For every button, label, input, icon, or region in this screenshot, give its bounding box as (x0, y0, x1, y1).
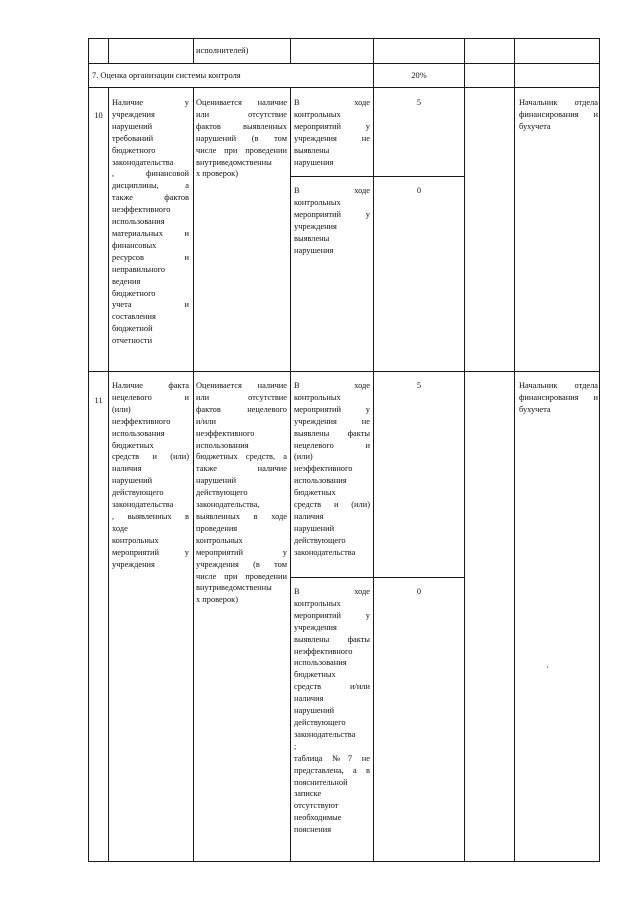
text-line: использования (294, 476, 347, 486)
text-line: учреждения (294, 221, 337, 231)
text-line: отсутствуют (294, 801, 339, 811)
rule (464, 63, 465, 87)
text-line: учреждения (в том (196, 559, 287, 569)
text-line: финансирования и (519, 392, 598, 402)
indicator-text (112, 380, 189, 571)
text-line: или отсутствие (196, 109, 287, 119)
text-line: нарушений (112, 121, 153, 131)
text-line: фактов выявленных (196, 121, 287, 131)
top-row-text: исполнителей) (196, 46, 249, 55)
text-line: учреждения (112, 109, 155, 119)
text-line: учета и (112, 300, 189, 310)
text-line: пояснительной (294, 777, 348, 787)
text-line: ходе (112, 523, 128, 533)
text-line: В ходе (294, 587, 370, 596)
row-number: 11 (94, 396, 103, 405)
text-line: проведения (196, 523, 238, 533)
text-line: использования (112, 428, 165, 438)
text-line: внутриведомственны (196, 583, 272, 593)
text-line: нарушений (294, 706, 335, 716)
indicator-text (112, 97, 189, 347)
text-line: составления (112, 312, 156, 322)
text-line: выявлены факты (294, 428, 370, 438)
text-line: бюджетной (112, 324, 153, 334)
text-line: требований (112, 133, 154, 143)
text-line: наличия (294, 694, 324, 704)
text-line: неэффективного (112, 205, 171, 215)
text-line: учреждения не (294, 416, 370, 426)
text-line: нарушений (в том (196, 133, 287, 143)
text-line: нарушения (294, 245, 334, 255)
responsible-text (519, 380, 598, 416)
text-line: законодательства (294, 729, 356, 739)
text-line: нарушений (196, 476, 237, 486)
text-line: учреждения (112, 559, 155, 569)
text-line: Начальник отдела (519, 381, 598, 390)
text-line: законодательства (112, 500, 174, 510)
text-line: внутриведомственны (196, 157, 272, 167)
text-line: нарушений (294, 523, 335, 533)
text-line: неэффективного (196, 428, 255, 438)
text-line: наличия (112, 464, 142, 474)
text-line: , финансовой (112, 169, 189, 179)
text-line: таблица №7 не (294, 753, 370, 763)
rule (88, 371, 600, 372)
text-line: использования (196, 440, 249, 450)
criterion-text (294, 380, 370, 559)
scan-speck (547, 666, 548, 668)
text-line: Оценивается наличие (196, 381, 287, 390)
text-line: нарушения (294, 157, 334, 167)
text-line: нарушений (112, 476, 153, 486)
text-line: также фактов (112, 193, 189, 203)
text-line: законодательства (112, 157, 174, 167)
text-line: представлена, а в (294, 765, 370, 775)
text-line: (или) (112, 404, 131, 414)
text-line: мероприятий у (112, 547, 189, 557)
text-line: также наличие (196, 464, 287, 474)
text-line: контрольных (196, 535, 243, 545)
text-line: учреждения не (294, 133, 370, 143)
criterion-score: 0 (416, 587, 422, 596)
rule (464, 87, 465, 862)
text-line: законодательства (294, 547, 356, 557)
text-line: средств и/или (294, 682, 370, 692)
rule (88, 63, 600, 64)
text-line: Наличие факта (112, 381, 189, 390)
rule (108, 38, 109, 63)
text-line: бюджетных (294, 670, 336, 680)
text-line: В ходе (294, 98, 370, 107)
text-line: использования (294, 658, 347, 668)
row-number: 10 (94, 111, 103, 120)
text-line: неэффективного (112, 416, 171, 426)
text-line: мероприятий у (294, 121, 370, 131)
text-line: мероприятий у (294, 209, 370, 219)
text-line: бюджетных средств, а (196, 452, 287, 462)
rule (88, 38, 89, 862)
text-line: наличия (294, 511, 324, 521)
evaluation-text (196, 97, 287, 180)
text-line: записке (294, 789, 322, 799)
text-line: нецелевого и (294, 440, 370, 450)
text-line: отчетности (112, 336, 153, 346)
text-line: фактов нецелевого (196, 404, 287, 414)
text-line: выявлены факты (294, 634, 370, 644)
criterion-score: 5 (416, 381, 422, 390)
text-line: и/или (196, 416, 216, 426)
text-line: законодательства, (196, 500, 260, 510)
rule (599, 38, 600, 862)
text-line: выявленных в ходе (196, 511, 287, 521)
text-line: (или) (294, 452, 313, 462)
text-line: неправильного (112, 264, 166, 274)
text-line: нецелевого и (112, 392, 189, 402)
text-line: числе при проведении (196, 571, 287, 581)
rule (514, 87, 515, 862)
evaluation-text (196, 380, 287, 606)
text-line: х проверок) (196, 595, 238, 605)
text-line: финансирования и (519, 109, 598, 119)
text-line: необходимые (294, 813, 342, 823)
text-line: неэффективного (294, 646, 353, 656)
rule (88, 38, 600, 39)
rule (193, 38, 194, 63)
rule (290, 38, 291, 63)
text-line: материальных и (112, 228, 189, 238)
text-line: ; (294, 741, 297, 751)
text-line: дисциплины, а (112, 181, 189, 191)
text-line: Наличие у (112, 98, 189, 107)
rule (290, 577, 464, 578)
rule (193, 87, 194, 862)
text-line: средств и (или) (112, 452, 189, 462)
text-line: неэффективного (294, 464, 353, 474)
criterion-text (294, 97, 370, 168)
text-line: действующего (112, 488, 164, 498)
rule (514, 38, 515, 63)
rule (290, 176, 464, 177)
text-line: ведения (112, 276, 141, 286)
text-line: мероприятий у (196, 547, 287, 557)
rule (290, 87, 291, 862)
rule (88, 87, 600, 88)
text-line: контрольных (294, 109, 341, 119)
section-weight: 20% (411, 71, 427, 80)
text-line: , выявленных в (112, 511, 189, 521)
text-line: Начальник отдела (519, 98, 598, 107)
text-line: выявлены (294, 145, 330, 155)
text-line: бюджетных (294, 488, 336, 498)
rule (514, 63, 515, 87)
text-line: В ходе (294, 186, 370, 195)
text-line: В ходе (294, 381, 370, 390)
responsible-text (519, 97, 598, 133)
rule (373, 38, 374, 63)
text-line: действующего (294, 535, 346, 545)
text-line: выявлены (294, 233, 330, 243)
rule (464, 38, 465, 63)
text-line: мероприятий у (294, 610, 370, 620)
text-line: использования (112, 217, 165, 227)
text-line: действующего (294, 717, 346, 727)
text-line: контрольных (294, 197, 341, 207)
text-line: числе при проведении (196, 145, 287, 155)
rule (108, 87, 109, 862)
text-line: Оценивается наличие (196, 98, 287, 107)
text-line: финансовых (112, 240, 157, 250)
text-line: бухучета (519, 121, 551, 131)
text-line: ресурсов и (112, 252, 189, 262)
text-line: мероприятий у (294, 404, 370, 414)
text-line: контрольных (112, 535, 159, 545)
text-line: бухучета (519, 404, 551, 414)
rule (373, 87, 374, 862)
text-line: средств и (или) (294, 500, 370, 510)
text-line: контрольных (294, 392, 341, 402)
text-line: бюджетного (112, 288, 156, 298)
text-line: контрольных (294, 598, 341, 608)
text-line: бюджетных (112, 440, 154, 450)
section-title: 7. Оценка организации системы контроля (92, 71, 241, 80)
criterion-score: 0 (416, 186, 422, 195)
text-line: действующего (196, 488, 248, 498)
text-line: пояснения (294, 825, 332, 835)
text-line: бюджетного (112, 145, 156, 155)
criterion-text (294, 586, 370, 836)
text-line: учреждения (294, 622, 337, 632)
text-line: или отсутствие (196, 392, 287, 402)
text-line: х проверок) (196, 169, 238, 179)
rule (88, 861, 600, 862)
criterion-text (294, 185, 370, 256)
criterion-score: 5 (416, 98, 422, 107)
